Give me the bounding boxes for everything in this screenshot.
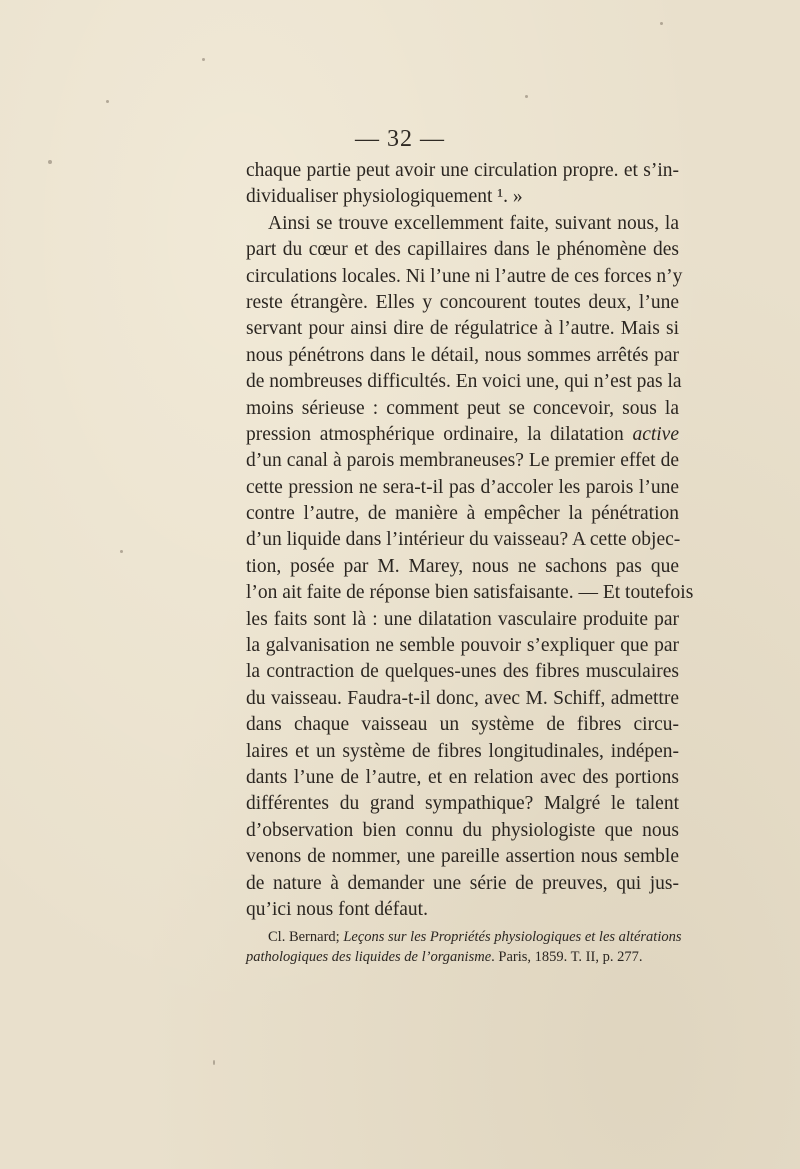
text-line: dividualiser physiologiquement ¹. » <box>246 186 523 208</box>
footnote <box>246 927 682 967</box>
text-line: tion, posée par M. Marey, nous ne sachons pas que <box>246 555 679 577</box>
footnote-title: Leçons sur les Propriétés physiologiques et les altérations <box>343 929 682 945</box>
paper-speck <box>120 550 123 553</box>
text-line: l’on ait faite de réponse bien satisfaisante. — Et toutefois <box>246 582 694 604</box>
text-line: laires et un système de fibres longitudinales, indépen- <box>246 740 679 762</box>
text-line: reste étrangère. Elles y concourent toutes deux, l’une <box>246 291 679 313</box>
footnote-title-cont: pathologiques des liquides de l’organisme <box>246 949 492 965</box>
paper-speck <box>525 95 528 98</box>
text-line: circulations locales. Ni l’une ni l’autre de ces forces n’y <box>246 265 683 287</box>
text-line: les faits sont là : une dilatation vasculaire produite par <box>246 608 679 630</box>
text-line: Ainsi se trouve excellemment faite, suivant nous, la <box>268 212 679 234</box>
text-line: qu’ici nous font défaut. <box>246 898 428 920</box>
text-line: contre l’autre, de manière à empêcher la pénétration <box>246 503 679 525</box>
body-text <box>246 158 694 923</box>
paper-speck <box>202 58 205 61</box>
text-line-with-italic <box>246 422 679 448</box>
footnote-line <box>246 947 679 967</box>
text-line: part du cœur et des capillaires dans le phénomène des <box>246 239 679 261</box>
footnote-author: Cl. Bernard; <box>268 929 344 945</box>
text-line: d’un liquide dans l’intérieur du vaisseau? A cette objec- <box>246 529 681 551</box>
text-line: nous pénétrons dans le détail, nous sommes arrêtés par <box>246 344 679 366</box>
text-line: venons de nommer, une pareille assertion nous semble <box>246 846 679 868</box>
footnote-line <box>246 927 682 947</box>
text-line: cette pression ne sera-t-il pas d’accoler les parois l’une <box>246 476 679 498</box>
text-line: chaque partie peut avoir une circulation propre. et s’in- <box>246 160 679 181</box>
text-line: de nature à demander une série de preuves, qui jus- <box>246 872 679 894</box>
text-line: moins sérieuse : comment peut se concevoir, sous la <box>246 397 679 419</box>
page-number: — 32 — <box>355 126 445 152</box>
text-line: servant pour ainsi dire de régulatrice à l’autre. Mais si <box>246 318 679 340</box>
footnote-source: . Paris, 1859. T. II, p. 277. <box>491 949 643 965</box>
paper-speck <box>106 100 109 103</box>
text-line: différentes du grand sympathique? Malgré le talent <box>246 793 679 815</box>
text-line: la galvanisation ne semble pouvoir s’expliquer que par <box>246 635 679 657</box>
paper-speck <box>660 22 663 25</box>
paper-speck <box>213 1060 215 1065</box>
text-line: dants l’une de l’autre, et en relation avec des portions <box>246 766 679 788</box>
text-line: d’observation bien connu du physiologiste que nous <box>246 819 679 841</box>
text-line: du vaisseau. Faudra-t-il donc, avec M. Schiff, admettre <box>246 687 679 709</box>
italic-word: active <box>632 423 679 445</box>
paper-speck <box>48 160 52 164</box>
text-line: d’un canal à parois membraneuses? Le premier effet de <box>246 450 679 472</box>
text-line-start: pression atmosphérique ordinaire, la dilatation <box>246 423 624 445</box>
text-line: de nombreuses difficultés. En voici une, qui n’est pas la <box>246 371 682 393</box>
text-line: la contraction de quelques-unes des fibres musculaires <box>246 661 679 683</box>
text-line: dans chaque vaisseau un système de fibres circu- <box>246 714 679 736</box>
